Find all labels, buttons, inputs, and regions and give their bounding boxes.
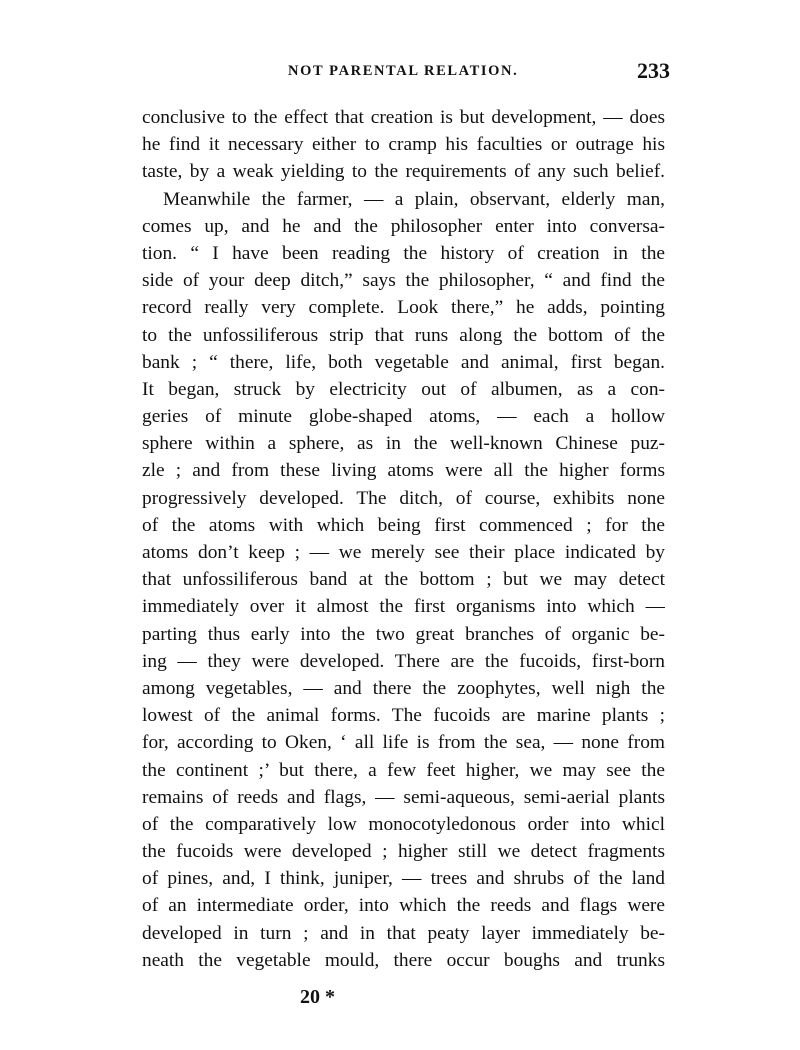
text-line: geries of minute globe-shaped atoms, — each a hollow — [142, 406, 665, 428]
text-line: atoms don’t keep ; — we merely see their place indicated by — [142, 542, 665, 563]
text-line: bank ; “ there, life, both vegetable and animal, first began. — [142, 351, 665, 373]
text-line: remains of reeds and flags, — semi-aqueous, semi-aerial plants — [142, 786, 665, 808]
text-line: developed in turn ; and in that peaty layer immediately be- — [142, 922, 665, 944]
text-line: of pines, and, I think, juniper, — trees and shrubs of the land — [142, 868, 665, 890]
text-line: zle ; and from these living atoms were all the higher forms — [142, 460, 665, 482]
text-line: It began, struck by electricity out of albumen, as a con- — [142, 378, 665, 400]
text-line: Meanwhile the farmer, — a plain, observant, elderly man, — [163, 188, 665, 210]
running-head — [138, 60, 670, 86]
text-line: of the atoms with which being first commenced ; for the — [142, 514, 665, 536]
text-line: sphere within a sphere, as in the well-known Chinese puz- — [142, 433, 665, 455]
page-number: 233 — [637, 58, 670, 83]
text-line: taste, by a weak yielding to the requirements of any such belief. — [142, 161, 665, 183]
text-line: among vegetables, — and there the zoophytes, well nigh the — [142, 677, 665, 699]
text-line: side of your deep ditch,” says the philosopher, “ and find the — [142, 270, 665, 292]
text-line: lowest of the animal forms. The fucoids are marine plants ; — [142, 705, 665, 727]
text-line: record really very complete. Look there,” he adds, pointing — [142, 297, 665, 319]
text-line: comes up, and he and the philosopher enter into conversa- — [142, 215, 665, 237]
text-line: parting thus early into the two great branches of organic be- — [142, 623, 665, 645]
text-line: of an intermediate order, into which the reeds and flags were — [142, 895, 665, 917]
text-line: progressively developed. The ditch, of course, exhibits none — [142, 487, 665, 509]
text-line: conclusive to the effect that creation is but development, — does — [142, 107, 665, 128]
text-line: for, according to Oken, ‘ all life is from the sea, — none from — [142, 732, 665, 754]
text-line: he find it necessary either to cramp his faculties or outrage his — [142, 134, 665, 156]
text-line: tion. “ I have been reading the history of creation in the — [142, 242, 665, 264]
text-line: neath the vegetable mould, there occur boughs and trunks — [142, 949, 665, 971]
text-line: immediately over it almost the first organisms into which — — [142, 596, 665, 618]
text-line: ing — they were developed. There are the fucoids, first-born — [142, 650, 665, 672]
text-line: the fucoids were developed ; higher still we detect fragments — [142, 841, 665, 863]
text-line: of the comparatively low monocotyledonous order into whicl — [142, 813, 665, 835]
text-line: the continent ;’ but there, a few feet higher, we may see the — [142, 759, 665, 781]
signature-mark: 20 * — [300, 986, 335, 1008]
text-line: that unfossiliferous band at the bottom ; but we may detect — [142, 569, 665, 591]
text-line: to the unfossiliferous strip that runs along the bottom of the — [142, 324, 665, 346]
running-title: NOT PARENTAL RELATION. — [288, 63, 519, 79]
body-text — [142, 104, 665, 974]
